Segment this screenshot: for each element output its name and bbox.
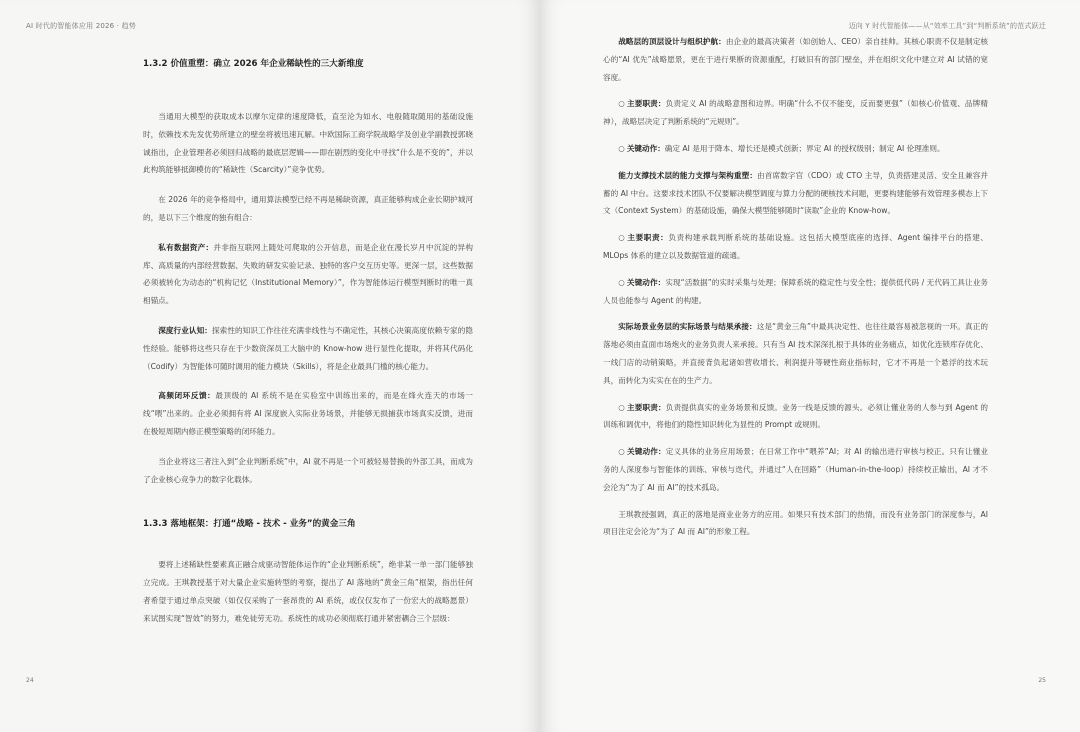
- left-text-column: [143, 58, 473, 628]
- section-heading-golden-triangle: 1.3.3 落地框架：打通“战略 - 技术 - 业务”的黄金三角: [143, 519, 356, 530]
- text-strategy-action: 确定 AI 是用于降本、增长还是模式创新；界定 AI 的授权级别；制定 AI 伦理准则。: [664, 143, 945, 153]
- circle-bullet-icon: ○: [618, 447, 625, 457]
- paragraph-feedback-loop: [143, 387, 473, 440]
- paragraph-industry-insight: [143, 322, 473, 375]
- paragraph-business-action: [603, 443, 988, 496]
- paragraph-intro: 当通用大模型的获取成本以摩尔定律的速度降低，直至沦为如水、电般随取随用的基础设施时，依赖技术先发优势所建立的壁垒将被迅速瓦解。中欧国际工商学院战略学及创业学副教授郭晓诚指出，企业管理者必须回归战略的最底层逻辑——即在剧烈的变化中寻找“什么是不变的”，并以此构筑能够抵御模仿的“稀缺性（Scarcity）”竞争优势。: [143, 112, 473, 175]
- paragraph-closing-right: 王琪教授强调，真正的落地是商业业务方的应用。如果只有技术部门的热情，而没有业务部门的深度参与，AI 项目注定会沦为“为了 AI 而 AI”的形象工程。: [603, 509, 988, 537]
- right-text-column: [603, 33, 988, 541]
- label-private-data: 私有数据资产：: [158, 242, 214, 252]
- label-tech-layer: 能力支撑技术层的能力支撑与架构重塑：: [618, 170, 758, 180]
- text-industry-insight: 探索性的知识工作往往充满非线性与不确定性，其核心决策高度依赖专家的隐性经验。能够将这些只存在于少数资深员工大脑中的 Know-how 进行显性化提取，并将其代码化（Codify）为智能体可随时调用的能力模块（Skills），将是企业最具门槛的核心能力。: [143, 325, 473, 371]
- label-tech-action: 关键动作：: [626, 277, 666, 287]
- left-page-number: 24: [26, 677, 34, 684]
- text-tech-action: 实现“活数据”的实时采集与处理；保障系统的稳定性与安全性；提供低代码 / 无代码工具让业务人员也能参与 Agent 的构建。: [603, 277, 989, 305]
- paragraph-private-data: [143, 239, 473, 310]
- circle-bullet-icon: ○: [618, 143, 625, 153]
- paragraph-closing-left: 当企业将这三者注入到“企业判断系统”中，AI 就不再是一个可被轻易替换的外部工具，而成为了企业核心竞争力的数字化载体。: [143, 456, 473, 484]
- left-running-head: AI 时代的智能体应用 2026 · 趋势: [26, 22, 136, 30]
- circle-bullet-icon: ○: [618, 402, 625, 412]
- label-business-duty: 主要职责：: [626, 402, 666, 412]
- paragraph-strategy-duty: [603, 95, 988, 131]
- right-page: [540, 0, 1080, 732]
- label-business-layer: 实际场景业务层的实际场景与结果承接：: [618, 322, 757, 332]
- paragraph-business-layer: [603, 318, 988, 389]
- label-feedback-loop: 高频闭环反馈：: [158, 391, 216, 401]
- paragraph-lead: 在 2026 年的竞争格局中，通用算法模型已经不再是稀缺资源，真正能够构成企业长期护城河的，是以下三个维度的独有组合：: [143, 195, 473, 222]
- text-strategy-layer: 由企业的最高决策者（如创始人、CEO）亲自挂帅。其核心职责不仅是制定核心的“AI 优先”战略愿景，更在于进行果断的资源重配，打破旧有的部门壁垒，并在组织文化中建立对 AI 试错的宽容度。: [603, 37, 989, 82]
- label-business-action: 关键动作：: [626, 447, 666, 457]
- text-feedback-loop: 最顶级的 AI 系统不是在实验室中训练出来的，而是在烽火连天的市场一线“喂”出来的。企业必须拥有将 AI 深度嵌入实际业务场景，并能够无损捕获市场真实反馈，进而在极短周期内修正模型策略的闭环能力。: [143, 391, 474, 436]
- circle-bullet-icon: ○: [618, 233, 626, 243]
- label-strategy-layer: 战略层的顶层设计与组织护航：: [618, 37, 726, 46]
- text-business-duty: 负责提供真实的业务场景和反馈。业务一线是反馈的源头。必须让懂业务的人参与到 Agent 的训练和调优中，将他们的隐性知识转化为显性的 Prompt 或规则。: [603, 402, 988, 430]
- text-tech-duty: 负责构建承载判断系统的基础设施。这包括大模型底座的选择、Agent 编排平台的搭建、MLOps 体系的建立以及数据管道的疏通。: [603, 233, 988, 260]
- label-strategy-action: 关键动作：: [626, 143, 665, 153]
- text-business-action: 定义具体的业务应用场景；在日常工作中“喂养”AI；对 AI 的输出进行审核与校正。只有让懂业务的人深度参与智能体的训练、审核与迭代，并通过“人在回路”（Human-in-the-loop）持续校正输出，AI 才不会沦为“为了 AI 而 AI”的技术孤岛。: [603, 447, 988, 492]
- paragraph-strategy-layer: [603, 33, 988, 86]
- circle-bullet-icon: ○: [618, 277, 625, 287]
- paragraph-tech-action: [603, 274, 988, 310]
- label-tech-duty: 主要职责：: [627, 233, 669, 243]
- paragraph-tech-layer: [603, 167, 988, 220]
- label-strategy-duty: 主要职责：: [626, 99, 666, 109]
- label-industry-insight: 深度行业认知：: [158, 325, 212, 335]
- paragraph-tech-duty: [603, 229, 988, 265]
- paragraph-golden-triangle: 要将上述稀缺性要素真正融合成驱动智能体运作的“企业判断系统”，绝非某一单一部门能够独立完成。王琪教授基于对大量企业实施转型的考察，提出了 AI 落地的“黄金三角”框架，指出任何者希望于通过单点突破（如仅仅采购了一套昂贵的 AI 系统，或仅仅发布了一份宏大的战略愿景）来试图实现“智效”的努力，难免徒劳无功。系统性的成功必须彻底打通并紧密耦合三个层级：: [143, 560, 473, 623]
- right-running-head: 迈向 Y 时代智能体——从“效率工具”到“判断系统”的范式跃迁: [848, 22, 1046, 30]
- paragraph-strategy-action: [603, 140, 988, 158]
- paragraph-business-duty: [603, 399, 988, 435]
- text-tech-layer: 由首席数字官（CDO）或 CTO 主导，负责搭建灵活、安全且兼容并蓄的 AI 中台。这要求技术团队不仅要解决模型调度与算力分配的硬核技术问题，更要构建能够有效管理多模态上下文（Context System）的基础设施，确保大模型能够随时“读取”企业的 Know-how。: [603, 170, 989, 216]
- section-heading-value-reshape: 1.3.2 价值重塑：确立 2026 年企业稀缺性的三大新维度: [143, 59, 364, 69]
- text-business-layer: 这是“黄金三角”中最具决定性、也往往最容易被忽视的一环。真正的落地必须由直面市场炮火的业务负责人来承接。只有当 AI 技术深深扎根于具体的业务痛点，如优化连锁库存优化、一线门店的动销策略，并直接背负起诸如营收增长、利润提升等硬性商业指标时，它才不再是一个悬浮的技术玩具，而转化为实实在在的生产力。: [603, 322, 988, 385]
- text-strategy-duty: 负责定义 AI 的战略意图和边界。明确“什么不仅不能变，反而要更强”（如核心价值观、品牌精神），战略层决定了判断系统的“元规则”。: [603, 99, 988, 127]
- text-private-data: 并非指互联网上随处可爬取的公开信息，而是企业在漫长岁月中沉淀的异构库、高质量的内部经营数据、失败的研发实验记录、独特的客户交互历史等。更深一层，这些数据必须被转化为动态的“机构记忆（Institutional Memory）”，作为智能体运行模型判断时的唯一真相锚点。: [143, 242, 474, 306]
- circle-bullet-icon: ○: [618, 99, 625, 109]
- right-page-number: 25: [1038, 677, 1046, 684]
